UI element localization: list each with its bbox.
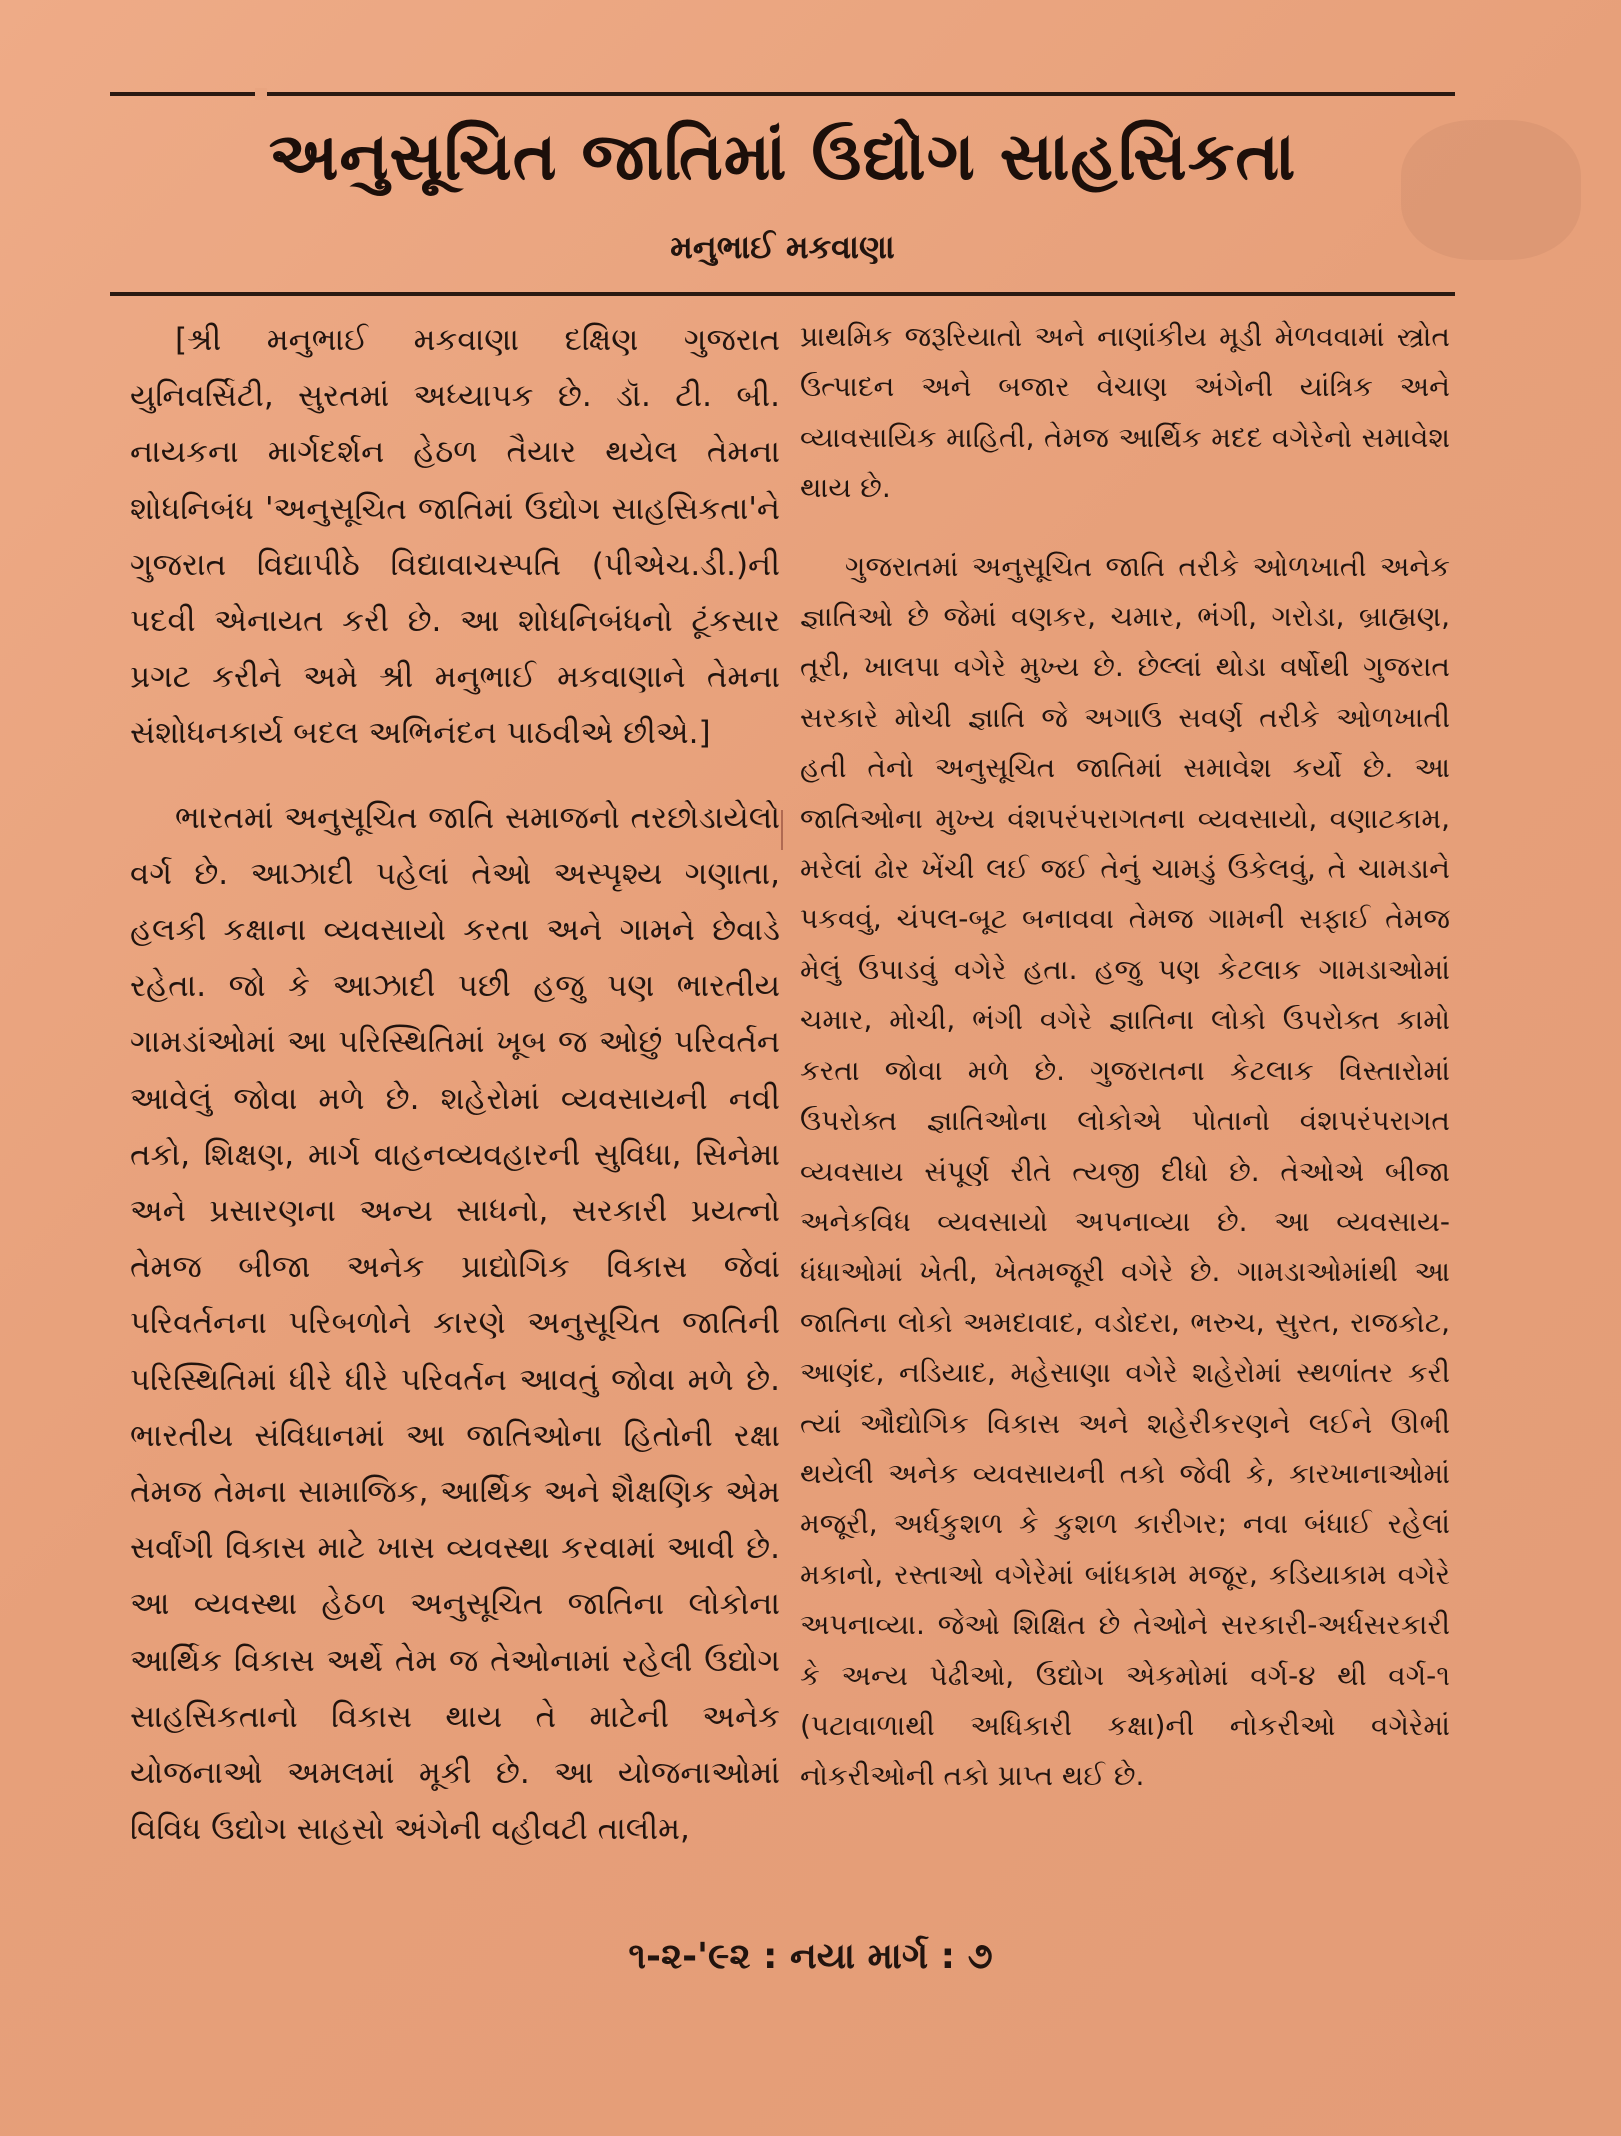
body-paragraph-1-continued: પ્રાથમિક જરૂરિયાતો અને નાણાંકીય મૂડી મેળવવામાં સ્ત્રોત ઉત્પાદન અને બજાર વેચાણ અંગેની યાંત્રિક અને વ્યાવસાયિક માહિતી, તેમજ આર્થિક મદદ વગેરેનો સમાવેશ થાય છે. [800,320,1450,505]
right-column [800,312,1450,1802]
body-paragraph-1: ભારતમાં અનુસૂચિત જાતિ સમાજનો તરછોડાયેલો વર્ગ છે. આઝાદી પહેલાં તેઓ અસ્પૃશ્ય ગણાતા, હલકી કક્ષાના વ્યવસાયો કરતા અને ગામને છેવાડે રહેતા. જો કે આઝાદી પછી હજુ પણ ભારતીય ગામડાંઓમાં આ પરિસ્થિતિમાં ખૂબ જ ઓછું પરિવર્તન આવેલું જોવા મળે છે. શહેરોમાં વ્યવસાયની નવી તકો, શિક્ષણ, માર્ગ વાહનવ્યવહારની સુવિધા, સિનેમા અને પ્રસારણના અન્ય સાધનો, સરકારી પ્રયત્નો તેમજ બીજા અનેક પ્રાદ્યોગિક વિકાસ જેવાં પરિવર્તનના પરિબળોને કારણે અનુસૂચિત જાતિની પરિસ્થિતિમાં ધીરે ધીરે પરિવર્તન આવતું જોવા મળે છે. ભારતીય સંવિધાનમાં આ જાતિઓના હિતોની રક્ષા તેમજ તેમના સામાજિક, આર્થિક અને શૈક્ષણિક એમ સર્વાંગી વિકાસ માટે ખાસ વ્યવસ્થા કરવામાં આવી છે. આ વ્યવસ્થા હેઠળ અનુસૂચિત જાતિના લોકોના આર્થિક વિકાસ અર્થે તેમ જ તેઓનામાં રહેલી ઉદ્યોગ સાહસિકતાનો વિકાસ થાય તે માટેની અનેક યોજનાઓ અમલમાં મૂકી છે. આ યોજનાઓમાં વિવિધ ઉદ્યોગ સાહસો અંગેની વહીવટી તાલીમ, [130,799,780,1848]
top-rule [110,92,1455,96]
article-author: મનુભાઈ મકવાણા [670,228,895,266]
left-column [130,312,780,1857]
top-rule-gap [255,88,267,100]
editor-note: [શ્રી મનુભાઈ મકવાણા દક્ષિણ ગુજરાત યુનિવર્સિટી, સુરતમાં અધ્યાપક છે. ડૉ. ટી. બી. નાયકના માર્ગદર્શન હેઠળ તૈયાર થયેલ તેમના શોધનિબંધ 'અનુસૂચિત જાતિમાં ઉદ્યોગ સાહસિકતા'ને ગુજરાત વિદ્યાપીઠે વિદ્યાવાચસ્પતિ (પીએચ.ડી.)ની પદવી એનાયત કરી છે. આ શોધનિબંધનો ટૂંકસાર પ્રગટ કરીને અમે શ્રી મનુભાઈ મકવાણાને તેમના સંશોધનકાર્ય બદલ અભિનંદન પાઠવીએ છીએ.] [130,322,780,752]
page-footer: ૧-૨-'૯૨ : નયા માર્ગ : ૭ [628,1936,993,1977]
body-paragraph-2: ગુજરાતમાં અનુસૂચિત જાતિ તરીકે ઓળખાતી અનેક જ્ઞાતિઓ છે જેમાં વણકર, ચમાર, ભંગી, ગરોડા, બ્રાહ્મણ, તૂરી, ખાલપા વગેરે મુખ્ય છે. છેલ્લાં થોડા વર્ષોથી ગુજરાત સરકારે મોચી જ્ઞાતિ જે અગાઉ સવર્ણ તરીકે ઓળખાતી હતી તેનો અનુસૂચિત જાતિમાં સમાવેશ કર્યો છે. આ જાતિઓના મુખ્ય વંશપરંપરાગતના વ્યવસાયો, વણાટકામ, મરેલાં ઢોર ખેંચી લઈ જઈ તેનું ચામડું ઉકેલવું, તે ચામડાને પકવવું, ચંપલ-બૂટ બનાવવા તેમજ ગામની સફાઈ તેમજ મેલું ઉપાડવું વગેરે હતા. હજુ પણ કેટલાક ગામડાઓમાં ચમાર, મોચી, ભંગી વગેરે જ્ઞાતિના લોકો ઉપરોક્ત કામો કરતા જોવા મળે છે. ગુજરાતના કેટલાક વિસ્તારોમાં ઉપરોક્ત જ્ઞાતિઓના લોકોએ પોતાનો વંશપરંપરાગત વ્યવસાય સંપૂર્ણ રીતે ત્યજી દીધો છે. તેઓએ બીજા અનેકવિધ વ્યવસાયો અપનાવ્યા છે. આ વ્યવસાય-ધંધાઓમાં ખેતી, ખેતમજૂરી વગેરે છે. ગામડાઓમાંથી આ જાતિના લોકો અમદાવાદ, વડોદરા, ભરુચ, સુરત, રાજકોટ, આણંદ, નડિયાદ, મહેસાણા વગેરે શહેરોમાં સ્થળાંતર કરી ત્યાં ઔદ્યોગિક વિકાસ અને શહેરીકરણને લઈને ઊભી થયેલી અનેક વ્યવસાયની તકો જેવી કે, કારખાનાઓમાં મજૂરી, અર્ધકુશળ કે કુશળ કારીગર; નવા બંધાઈ રહેલાં મકાનો, રસ્તાઓ વગેરેમાં બાંધકામ મજૂર, કડિયાકામ વગેરે અપનાવ્યા. જેઓ શિક્ષિત છે તેઓને સરકારી-અર્ધસરકારી કે અન્ય પેઢીઓ, ઉદ્યોગ એકમોમાં વર્ગ-૪ થી વર્ગ-૧ (પટાવાળાથી અધિકારી કક્ષા)ની નોકરીઓ વગેરેમાં નોકરીઓની તકો પ્રાપ્ત થઈ છે. [800,549,1450,1793]
column-divider [781,810,783,850]
header-rule [110,292,1455,296]
article-title: અનુસૂચિત જાતિમાં ઉદ્યોગ સાહસિકતા [268,118,1297,195]
